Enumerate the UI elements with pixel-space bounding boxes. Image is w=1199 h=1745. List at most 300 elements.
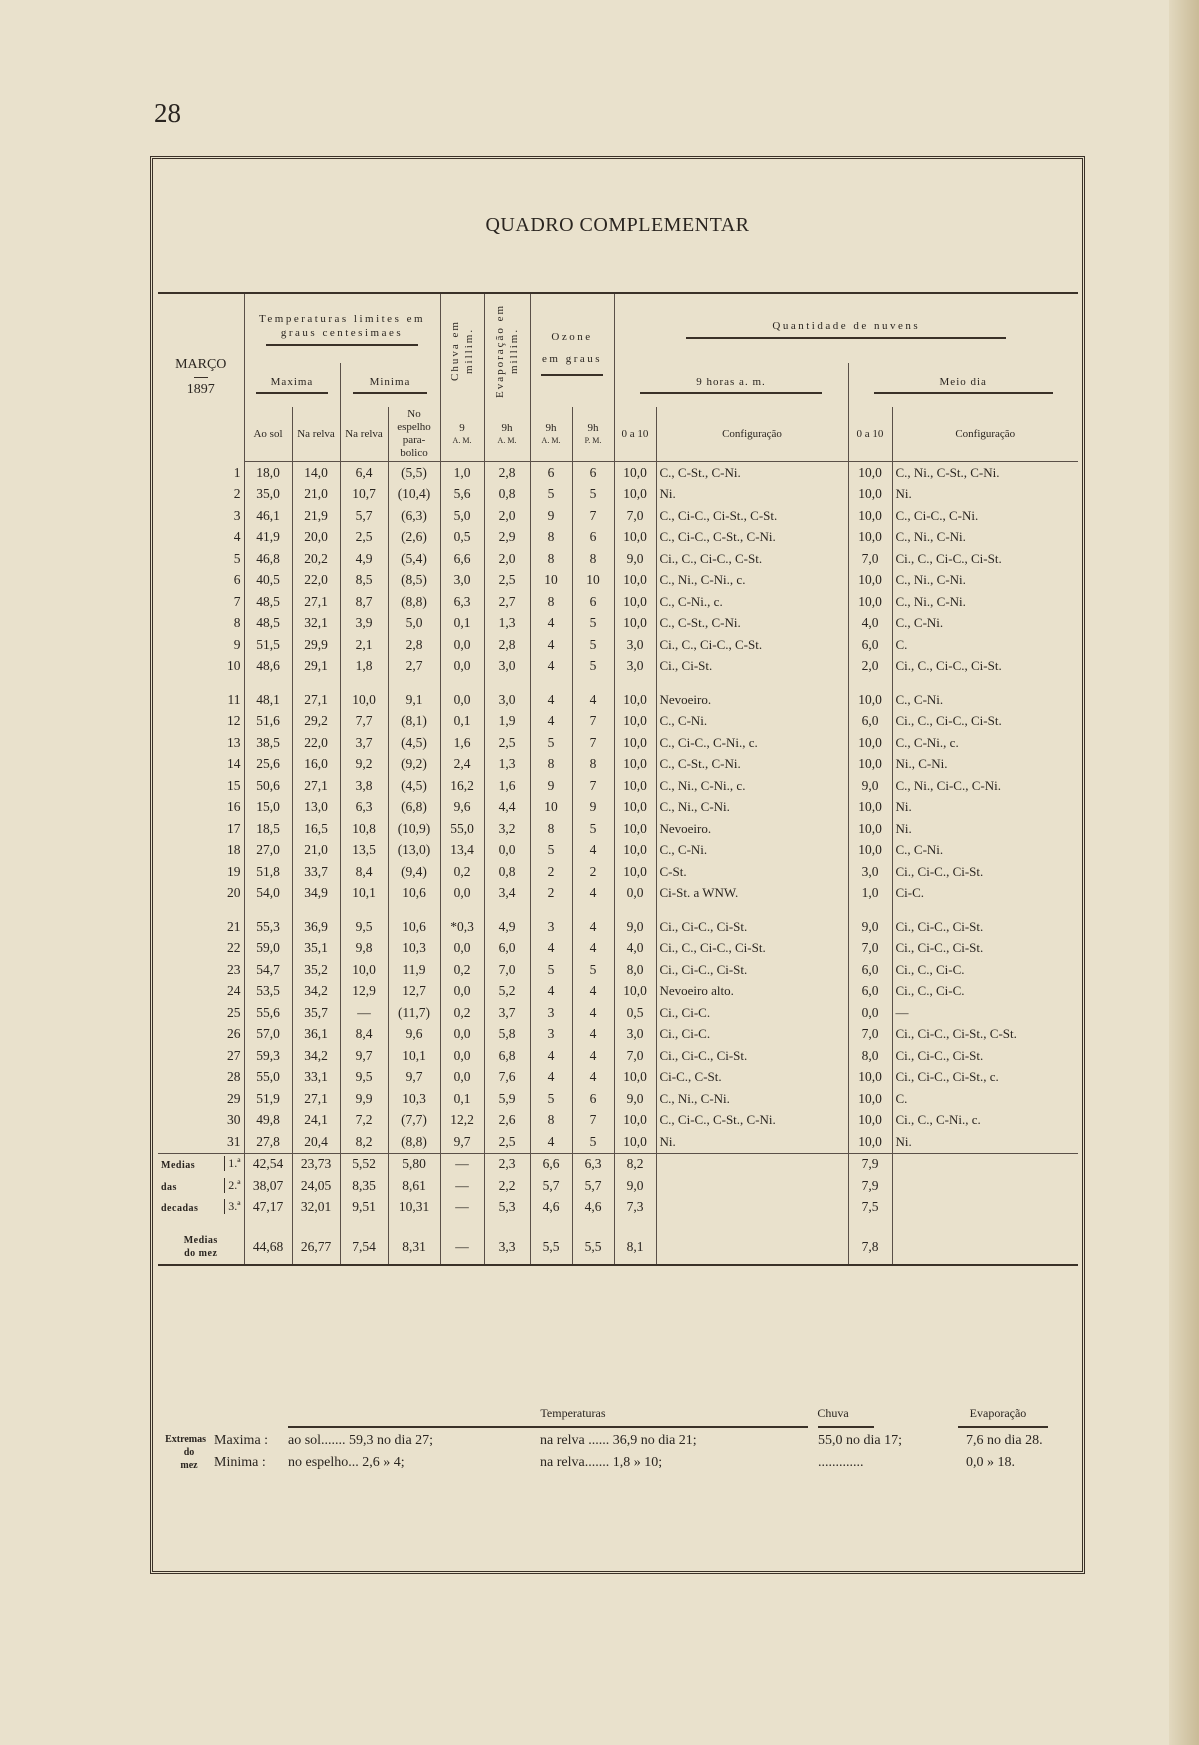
- extremos-maxima-evaporacao: 7,6 no dia 28.: [966, 1433, 1043, 1448]
- cell-nuvens-9h-config: C., C-St., C-Ni.: [656, 754, 848, 776]
- cell-ozone-pm: 8: [572, 754, 614, 776]
- cell-nuvens-9h-config: Nevoeiro.: [656, 818, 848, 840]
- mez-cell: 5,5: [530, 1230, 572, 1265]
- cell-no-espelho: 12,7: [388, 981, 440, 1003]
- cell-ozone-pm: 10: [572, 570, 614, 592]
- cell-na-relva-min: 12,9: [340, 981, 388, 1003]
- cell-na-relva-max: 21,0: [292, 484, 340, 506]
- table-row: [158, 527, 1078, 549]
- table-row: [158, 1045, 1078, 1067]
- table-row: [158, 861, 1078, 883]
- col-na-relva-max: Na relva: [292, 407, 340, 462]
- cell-no-espelho: (8,8): [388, 1131, 440, 1153]
- cell-ozone-am: 8: [530, 591, 572, 613]
- spacer-cell: [292, 1218, 340, 1230]
- mez-cell: 7,8: [848, 1230, 892, 1265]
- cell-nuvens-9h-config: Ci., Ci-C., Ci-St.: [656, 916, 848, 938]
- cell-ozone-am: 5: [530, 840, 572, 862]
- cell-ozone-pm: 5: [572, 613, 614, 635]
- cell-ozone-am: 2: [530, 883, 572, 905]
- cell-na-relva-min: —: [340, 1002, 388, 1024]
- minima-header: [340, 363, 440, 407]
- decada-cell: 7,3: [614, 1197, 656, 1219]
- cell-na-relva-max: 34,2: [292, 981, 340, 1003]
- cell-ozone-am: 4: [530, 981, 572, 1003]
- cell-nuvens-meio-dia-config: C., Ni., C-Ni.: [895, 593, 966, 609]
- cell-day: 9: [158, 634, 244, 656]
- cell-na-relva-min: 10,7: [340, 484, 388, 506]
- cell-nuvens-meio-dia-amount: 4,0: [848, 613, 892, 635]
- cell-ozone-pm: 7: [572, 505, 614, 527]
- cell-day: 14: [158, 754, 244, 776]
- cell-ao-sol: 15,0: [244, 797, 292, 819]
- cell-nuvens-meio-dia-amount: 10,0: [848, 1067, 892, 1089]
- decada-cell: [892, 1197, 1078, 1219]
- decada-cell: 5,52: [340, 1153, 388, 1175]
- cell-ao-sol: 46,1: [244, 505, 292, 527]
- cell-nuvens-meio-dia-amount: 7,0: [848, 938, 892, 960]
- cell-evaporacao: 6,0: [484, 938, 530, 960]
- cell-nuvens-meio-dia-config: C., C-Ni.: [895, 615, 944, 631]
- extremos-label-1: Extremas: [165, 1434, 206, 1445]
- cell-ozone-pm: 6: [572, 1088, 614, 1110]
- cell-no-espelho: (8,8): [388, 591, 440, 613]
- cell-na-relva-min: 9,5: [340, 1067, 388, 1089]
- cell-na-relva-max: 14,0: [292, 462, 340, 484]
- cell-chuva: 0,1: [440, 1088, 484, 1110]
- col-na-relva-min: Na relva: [340, 407, 388, 462]
- col-evap-9am: [484, 407, 530, 462]
- decada-cell: 24,05: [292, 1175, 340, 1197]
- ozone-header-text: Ozone em graus: [542, 330, 603, 365]
- mez-cell: [892, 1230, 1078, 1265]
- cell-ozone-pm: 5: [572, 818, 614, 840]
- header-swash: [353, 392, 427, 394]
- spacer-cell: [388, 904, 440, 916]
- cell-ozone-am: 4: [530, 711, 572, 733]
- cell-nuvens-meio-dia-amount: 10,0: [848, 818, 892, 840]
- decada-cell: 6,6: [530, 1153, 572, 1175]
- cell-nuvens-meio-dia-amount: 10,0: [848, 840, 892, 862]
- col-chuva-9am-label: 9: [459, 422, 465, 434]
- cell-evaporacao: 0,0: [484, 840, 530, 862]
- cell-nuvens-meio-dia-amount: 2,0: [848, 656, 892, 678]
- cell-evaporacao: 3,0: [484, 689, 530, 711]
- decada-cell: [892, 1175, 1078, 1197]
- cell-ozone-am: 5: [530, 1088, 572, 1110]
- cell-evaporacao: 2,6: [484, 1110, 530, 1132]
- decada-row: [158, 1197, 1078, 1219]
- cell-ao-sol: 54,0: [244, 883, 292, 905]
- cell-evaporacao: 2,9: [484, 527, 530, 549]
- cell-chuva: 9,7: [440, 1131, 484, 1153]
- cell-nuvens-meio-dia-config: Ci., C., Ci-C., Ci-St.: [895, 658, 1002, 674]
- cell-nuvens-9h-amount: 10,0: [614, 732, 656, 754]
- nuvens-header: [614, 293, 1078, 363]
- cell-na-relva-max: 24,1: [292, 1110, 340, 1132]
- cell-nuvens-9h-config: Nevoeiro alto.: [656, 981, 848, 1003]
- cell-nuvens-meio-dia-config: Ci., Ci-C., Ci-St.: [895, 918, 984, 934]
- cell-nuvens-meio-dia-amount: 6,0: [848, 959, 892, 981]
- spacer-cell: [848, 677, 892, 689]
- col-no-espelho: No espelho para-bolico: [388, 407, 440, 462]
- spacer-cell: [614, 677, 656, 689]
- mez-cell: 26,77: [292, 1230, 340, 1265]
- cell-ao-sol: 51,8: [244, 861, 292, 883]
- cell-no-espelho: (13,0): [388, 840, 440, 862]
- cell-evaporacao: 3,7: [484, 1002, 530, 1024]
- cell-day: 25: [158, 1002, 244, 1024]
- cell-ozone-am: 10: [530, 797, 572, 819]
- cell-na-relva-min: 8,4: [340, 861, 388, 883]
- cell-chuva: 0,5: [440, 527, 484, 549]
- cell-ao-sol: 55,3: [244, 916, 292, 938]
- cell-nuvens-9h-amount: 10,0: [614, 613, 656, 635]
- cell-nuvens-meio-dia-config: Ci-C.: [895, 885, 925, 901]
- cell-na-relva-min: 3,9: [340, 613, 388, 635]
- cell-ozone-am: 5: [530, 484, 572, 506]
- cell-ozone-pm: 7: [572, 1110, 614, 1132]
- cell-na-relva-max: 27,1: [292, 1088, 340, 1110]
- cell-nuvens-meio-dia-config: Ci., C., Ci-C.: [895, 961, 965, 977]
- cell-evaporacao: 2,5: [484, 732, 530, 754]
- cell-ao-sol: 25,6: [244, 754, 292, 776]
- cell-nuvens-meio-dia-config: Ni.: [895, 820, 912, 836]
- table-row: [158, 484, 1078, 506]
- mez-row: [158, 1230, 1078, 1265]
- cell-no-espelho: 9,1: [388, 689, 440, 711]
- cell-no-espelho: 9,6: [388, 1024, 440, 1046]
- table-row: [158, 840, 1078, 862]
- cell-chuva: 16,2: [440, 775, 484, 797]
- nove-horas-header: [614, 363, 848, 407]
- mez-cell: 5,5: [572, 1230, 614, 1265]
- cell-day: 8: [158, 613, 244, 635]
- cell-no-espelho: 10,1: [388, 1045, 440, 1067]
- decada-cell: 32,01: [292, 1197, 340, 1219]
- extremos-minima-relva: na relva....... 1,8 » 10;: [540, 1455, 663, 1470]
- cell-day: 23: [158, 959, 244, 981]
- cell-ozone-am: 9: [530, 775, 572, 797]
- cell-evaporacao: 2,7: [484, 591, 530, 613]
- extremos-minima-chuva: .............: [818, 1455, 864, 1470]
- decada-cell: 8,61: [388, 1175, 440, 1197]
- cell-nuvens-9h-amount: 3,0: [614, 634, 656, 656]
- cell-na-relva-min: 13,5: [340, 840, 388, 862]
- cell-ao-sol: 54,7: [244, 959, 292, 981]
- cell-no-espelho: (9,4): [388, 861, 440, 883]
- cell-ao-sol: 41,9: [244, 527, 292, 549]
- decada-label-cell: [158, 1197, 244, 1219]
- cell-nuvens-9h-amount: 8,0: [614, 959, 656, 981]
- cell-evaporacao: 3,0: [484, 656, 530, 678]
- cell-day: 20: [158, 883, 244, 905]
- chuva-header: [440, 293, 484, 407]
- decada-cell: 4,6: [530, 1197, 572, 1219]
- cell-ao-sol: 35,0: [244, 484, 292, 506]
- cell-day: 24: [158, 981, 244, 1003]
- table-row: [158, 1002, 1078, 1024]
- cell-nuvens-meio-dia-config: Ni.: [895, 799, 912, 815]
- spacer-cell: [530, 677, 572, 689]
- cell-ozone-pm: 9: [572, 797, 614, 819]
- cell-no-espelho: (11,7): [388, 1002, 440, 1024]
- spacer-cell: [848, 904, 892, 916]
- spacer-cell: [572, 904, 614, 916]
- cell-na-relva-max: 16,5: [292, 818, 340, 840]
- cell-nuvens-meio-dia-amount: 9,0: [848, 775, 892, 797]
- cell-ozone-pm: 6: [572, 591, 614, 613]
- table-row: [158, 916, 1078, 938]
- cell-chuva: 2,4: [440, 754, 484, 776]
- ozone-header: [530, 293, 614, 407]
- cell-nuvens-meio-dia-config: C., Ni., C-St., C-Ni.: [895, 464, 1000, 480]
- month-header-cell: [158, 293, 244, 462]
- cell-ozone-am: 3: [530, 1024, 572, 1046]
- cell-na-relva-min: 6,3: [340, 797, 388, 819]
- cell-ozone-pm: 4: [572, 938, 614, 960]
- col-evap-9am-label: 9h: [501, 422, 513, 434]
- spacer-cell: [340, 1218, 388, 1230]
- spacer-cell: [656, 1218, 848, 1230]
- cell-nuvens-9h-amount: 10,0: [614, 818, 656, 840]
- cell-ozone-am: 8: [530, 818, 572, 840]
- cell-nuvens-meio-dia-amount: 10,0: [848, 1110, 892, 1132]
- spacer-cell: [656, 904, 848, 916]
- table-row: [158, 462, 1078, 484]
- cell-nuvens-9h-config: C., Ci-C., Ci-St., C-St.: [656, 505, 848, 527]
- cell-ozone-am: 8: [530, 1110, 572, 1132]
- header-swash: [686, 337, 1006, 339]
- spacer-cell: [388, 1218, 440, 1230]
- cell-na-relva-max: 33,1: [292, 1067, 340, 1089]
- cell-day: 16: [158, 797, 244, 819]
- cell-evaporacao: 0,8: [484, 484, 530, 506]
- cell-day: 21: [158, 916, 244, 938]
- cell-ao-sol: 51,5: [244, 634, 292, 656]
- cell-ozone-am: 4: [530, 938, 572, 960]
- cell-ao-sol: 57,0: [244, 1024, 292, 1046]
- cell-nuvens-meio-dia-config: C., C-Ni.: [895, 842, 944, 858]
- cell-nuvens-9h-config: C., C-Ni.: [656, 840, 848, 862]
- maxima-header-text: Maxima: [270, 376, 314, 388]
- cell-ozone-am: 4: [530, 613, 572, 635]
- cell-no-espelho: (6,3): [388, 505, 440, 527]
- cell-nuvens-meio-dia-amount: 10,0: [848, 591, 892, 613]
- table-row: [158, 570, 1078, 592]
- decada-cell: 8,35: [340, 1175, 388, 1197]
- cell-no-espelho: 10,3: [388, 938, 440, 960]
- cell-nuvens-meio-dia-amount: 10,0: [848, 689, 892, 711]
- cell-day: 28: [158, 1067, 244, 1089]
- cell-evaporacao: 7,0: [484, 959, 530, 981]
- cell-no-espelho: 2,8: [388, 634, 440, 656]
- cell-na-relva-min: 9,2: [340, 754, 388, 776]
- decada-cell: [656, 1175, 848, 1197]
- extremos-maxima-relva: na relva ...... 36,9 no dia 21;: [540, 1433, 697, 1448]
- cell-chuva: 3,0: [440, 570, 484, 592]
- cell-chuva: *0,3: [440, 916, 484, 938]
- cell-chuva: 0,0: [440, 689, 484, 711]
- cell-na-relva-min: 9,8: [340, 938, 388, 960]
- cell-day: 3: [158, 505, 244, 527]
- cell-evaporacao: 4,9: [484, 916, 530, 938]
- extremos-label-3: mez: [180, 1460, 198, 1471]
- cell-nuvens-9h-config: C., Ni., C-Ni.: [656, 797, 848, 819]
- spacer-cell: [340, 677, 388, 689]
- cell-ozone-am: 3: [530, 916, 572, 938]
- cell-ozone-pm: 4: [572, 689, 614, 711]
- cell-nuvens-9h-amount: 10,0: [614, 570, 656, 592]
- spacer-cell: [244, 1218, 292, 1230]
- decada-cell: 23,73: [292, 1153, 340, 1175]
- cell-ozone-pm: 4: [572, 883, 614, 905]
- cell-ao-sol: 48,1: [244, 689, 292, 711]
- month-label: MARÇO: [175, 357, 227, 373]
- cell-na-relva-max: 13,0: [292, 797, 340, 819]
- spacer-cell: [244, 904, 292, 916]
- cell-na-relva-min: 7,2: [340, 1110, 388, 1132]
- group-spacer: [158, 677, 1078, 689]
- cell-na-relva-max: 27,1: [292, 591, 340, 613]
- cell-ozone-am: 2: [530, 861, 572, 883]
- nove-horas-header-text: 9 horas a. m.: [696, 376, 766, 388]
- cell-day: 1: [158, 462, 244, 484]
- cell-nuvens-9h-config: C., C-St., C-Ni.: [656, 613, 848, 635]
- cell-chuva: 0,0: [440, 981, 484, 1003]
- cell-na-relva-max: 27,1: [292, 689, 340, 711]
- cell-nuvens-9h-config: Ci., C., Ci-C., C-St.: [656, 634, 848, 656]
- cell-no-espelho: (6,8): [388, 797, 440, 819]
- cell-ao-sol: 27,8: [244, 1131, 292, 1153]
- cell-na-relva-max: 29,1: [292, 656, 340, 678]
- cell-ao-sol: 40,5: [244, 570, 292, 592]
- spacer-cell: [484, 904, 530, 916]
- cell-nuvens-meio-dia-amount: 6,0: [848, 634, 892, 656]
- decada-cell: —: [440, 1175, 484, 1197]
- spacer-cell: [892, 677, 1078, 689]
- cell-ao-sol: 59,3: [244, 1045, 292, 1067]
- col-nuvens-9h-amount: 0 a 10: [614, 407, 656, 462]
- cell-ao-sol: 50,6: [244, 775, 292, 797]
- decada-group-label: decadas: [161, 1203, 199, 1215]
- daily-rows: [158, 462, 1078, 1154]
- spacer-cell: [158, 677, 244, 689]
- cell-ozone-pm: 5: [572, 656, 614, 678]
- cell-na-relva-max: 34,2: [292, 1045, 340, 1067]
- spacer-cell: [388, 677, 440, 689]
- cell-nuvens-meio-dia-amount: 10,0: [848, 754, 892, 776]
- cell-chuva: 6,6: [440, 548, 484, 570]
- decada-row: [158, 1153, 1078, 1175]
- cell-na-relva-min: 10,0: [340, 689, 388, 711]
- cell-evaporacao: 2,8: [484, 634, 530, 656]
- cell-nuvens-meio-dia-config: C.: [895, 636, 908, 652]
- table-row: [158, 1024, 1078, 1046]
- cell-na-relva-max: 20,2: [292, 548, 340, 570]
- cell-evaporacao: 5,9: [484, 1088, 530, 1110]
- cell-na-relva-min: 8,4: [340, 1024, 388, 1046]
- year-label: 1897: [186, 382, 215, 398]
- cell-evaporacao: 4,4: [484, 797, 530, 819]
- spacer-cell: [244, 677, 292, 689]
- cell-day: 29: [158, 1088, 244, 1110]
- cell-ozone-am: 4: [530, 656, 572, 678]
- cell-evaporacao: 2,0: [484, 548, 530, 570]
- summary-spacer: [158, 1218, 1078, 1230]
- cell-na-relva-max: 21,0: [292, 840, 340, 862]
- mez-cell: 8,31: [388, 1230, 440, 1265]
- mez-cell: —: [440, 1230, 484, 1265]
- decada-cell: 5,80: [388, 1153, 440, 1175]
- cell-day: 17: [158, 818, 244, 840]
- cell-ozone-am: 4: [530, 1045, 572, 1067]
- header-swash: [256, 392, 327, 394]
- temperaturas-header-text: Temperaturas limites em graus centesimaes: [258, 312, 426, 339]
- cell-evaporacao: 6,8: [484, 1045, 530, 1067]
- evaporacao-header: [484, 293, 530, 407]
- decada-cell: 10,31: [388, 1197, 440, 1219]
- cell-ozone-am: 4: [530, 1067, 572, 1089]
- spacer-cell: [656, 677, 848, 689]
- cell-nuvens-9h-amount: 10,0: [614, 484, 656, 506]
- cell-na-relva-max: 21,9: [292, 505, 340, 527]
- cell-nuvens-meio-dia-amount: 10,0: [848, 484, 892, 506]
- cell-nuvens-9h-amount: 10,0: [614, 462, 656, 484]
- cell-ozone-am: 8: [530, 548, 572, 570]
- cell-na-relva-max: 29,9: [292, 634, 340, 656]
- cell-chuva: 12,2: [440, 1110, 484, 1132]
- cell-ozone-am: 8: [530, 754, 572, 776]
- table-row: [158, 797, 1078, 819]
- cell-no-espelho: 10,6: [388, 883, 440, 905]
- col-nuvens-meio-dia-amount: 0 a 10: [848, 407, 892, 462]
- col-ozone-am-label: 9h: [545, 422, 557, 434]
- decada-cell: 42,54: [244, 1153, 292, 1175]
- extremos-swash-temperaturas: [288, 1426, 808, 1428]
- cell-evaporacao: 7,6: [484, 1067, 530, 1089]
- cell-nuvens-meio-dia-amount: 6,0: [848, 711, 892, 733]
- cell-chuva: 0,0: [440, 938, 484, 960]
- cell-nuvens-9h-amount: 10,0: [614, 861, 656, 883]
- table-row: [158, 1067, 1078, 1089]
- cell-nuvens-meio-dia-config: Ci., Ci-C., Ci-St., c.: [895, 1069, 999, 1085]
- cell-nuvens-9h-config: Ni.: [656, 484, 848, 506]
- spacer-cell: [848, 1218, 892, 1230]
- col-ozone-pm: [572, 407, 614, 462]
- cell-evaporacao: 5,8: [484, 1024, 530, 1046]
- cell-nuvens-meio-dia-amount: 10,0: [848, 462, 892, 484]
- col-ozone-pm-sub: P. M.: [584, 436, 602, 445]
- col-nuvens-9h-config: Configuração: [656, 407, 848, 462]
- cell-ao-sol: 55,6: [244, 1002, 292, 1024]
- cell-day: 11: [158, 689, 244, 711]
- cell-na-relva-max: 34,9: [292, 883, 340, 905]
- table-row: [158, 883, 1078, 905]
- decada-cell: 7,5: [848, 1197, 892, 1219]
- cell-ozone-am: 5: [530, 959, 572, 981]
- mez-label: Medias: [183, 1235, 218, 1246]
- col-ozone-am: [530, 407, 572, 462]
- cell-nuvens-9h-amount: 10,0: [614, 981, 656, 1003]
- cell-day: 5: [158, 548, 244, 570]
- decada-cell: 5,3: [484, 1197, 530, 1219]
- cell-nuvens-9h-amount: 7,0: [614, 505, 656, 527]
- cell-nuvens-meio-dia-amount: 3,0: [848, 861, 892, 883]
- extremos-maxima-sol: ao sol....... 59,3 no dia 27;: [288, 1433, 434, 1448]
- cell-na-relva-max: 22,0: [292, 570, 340, 592]
- extremos-head-evaporacao: Evaporação: [969, 1406, 1027, 1420]
